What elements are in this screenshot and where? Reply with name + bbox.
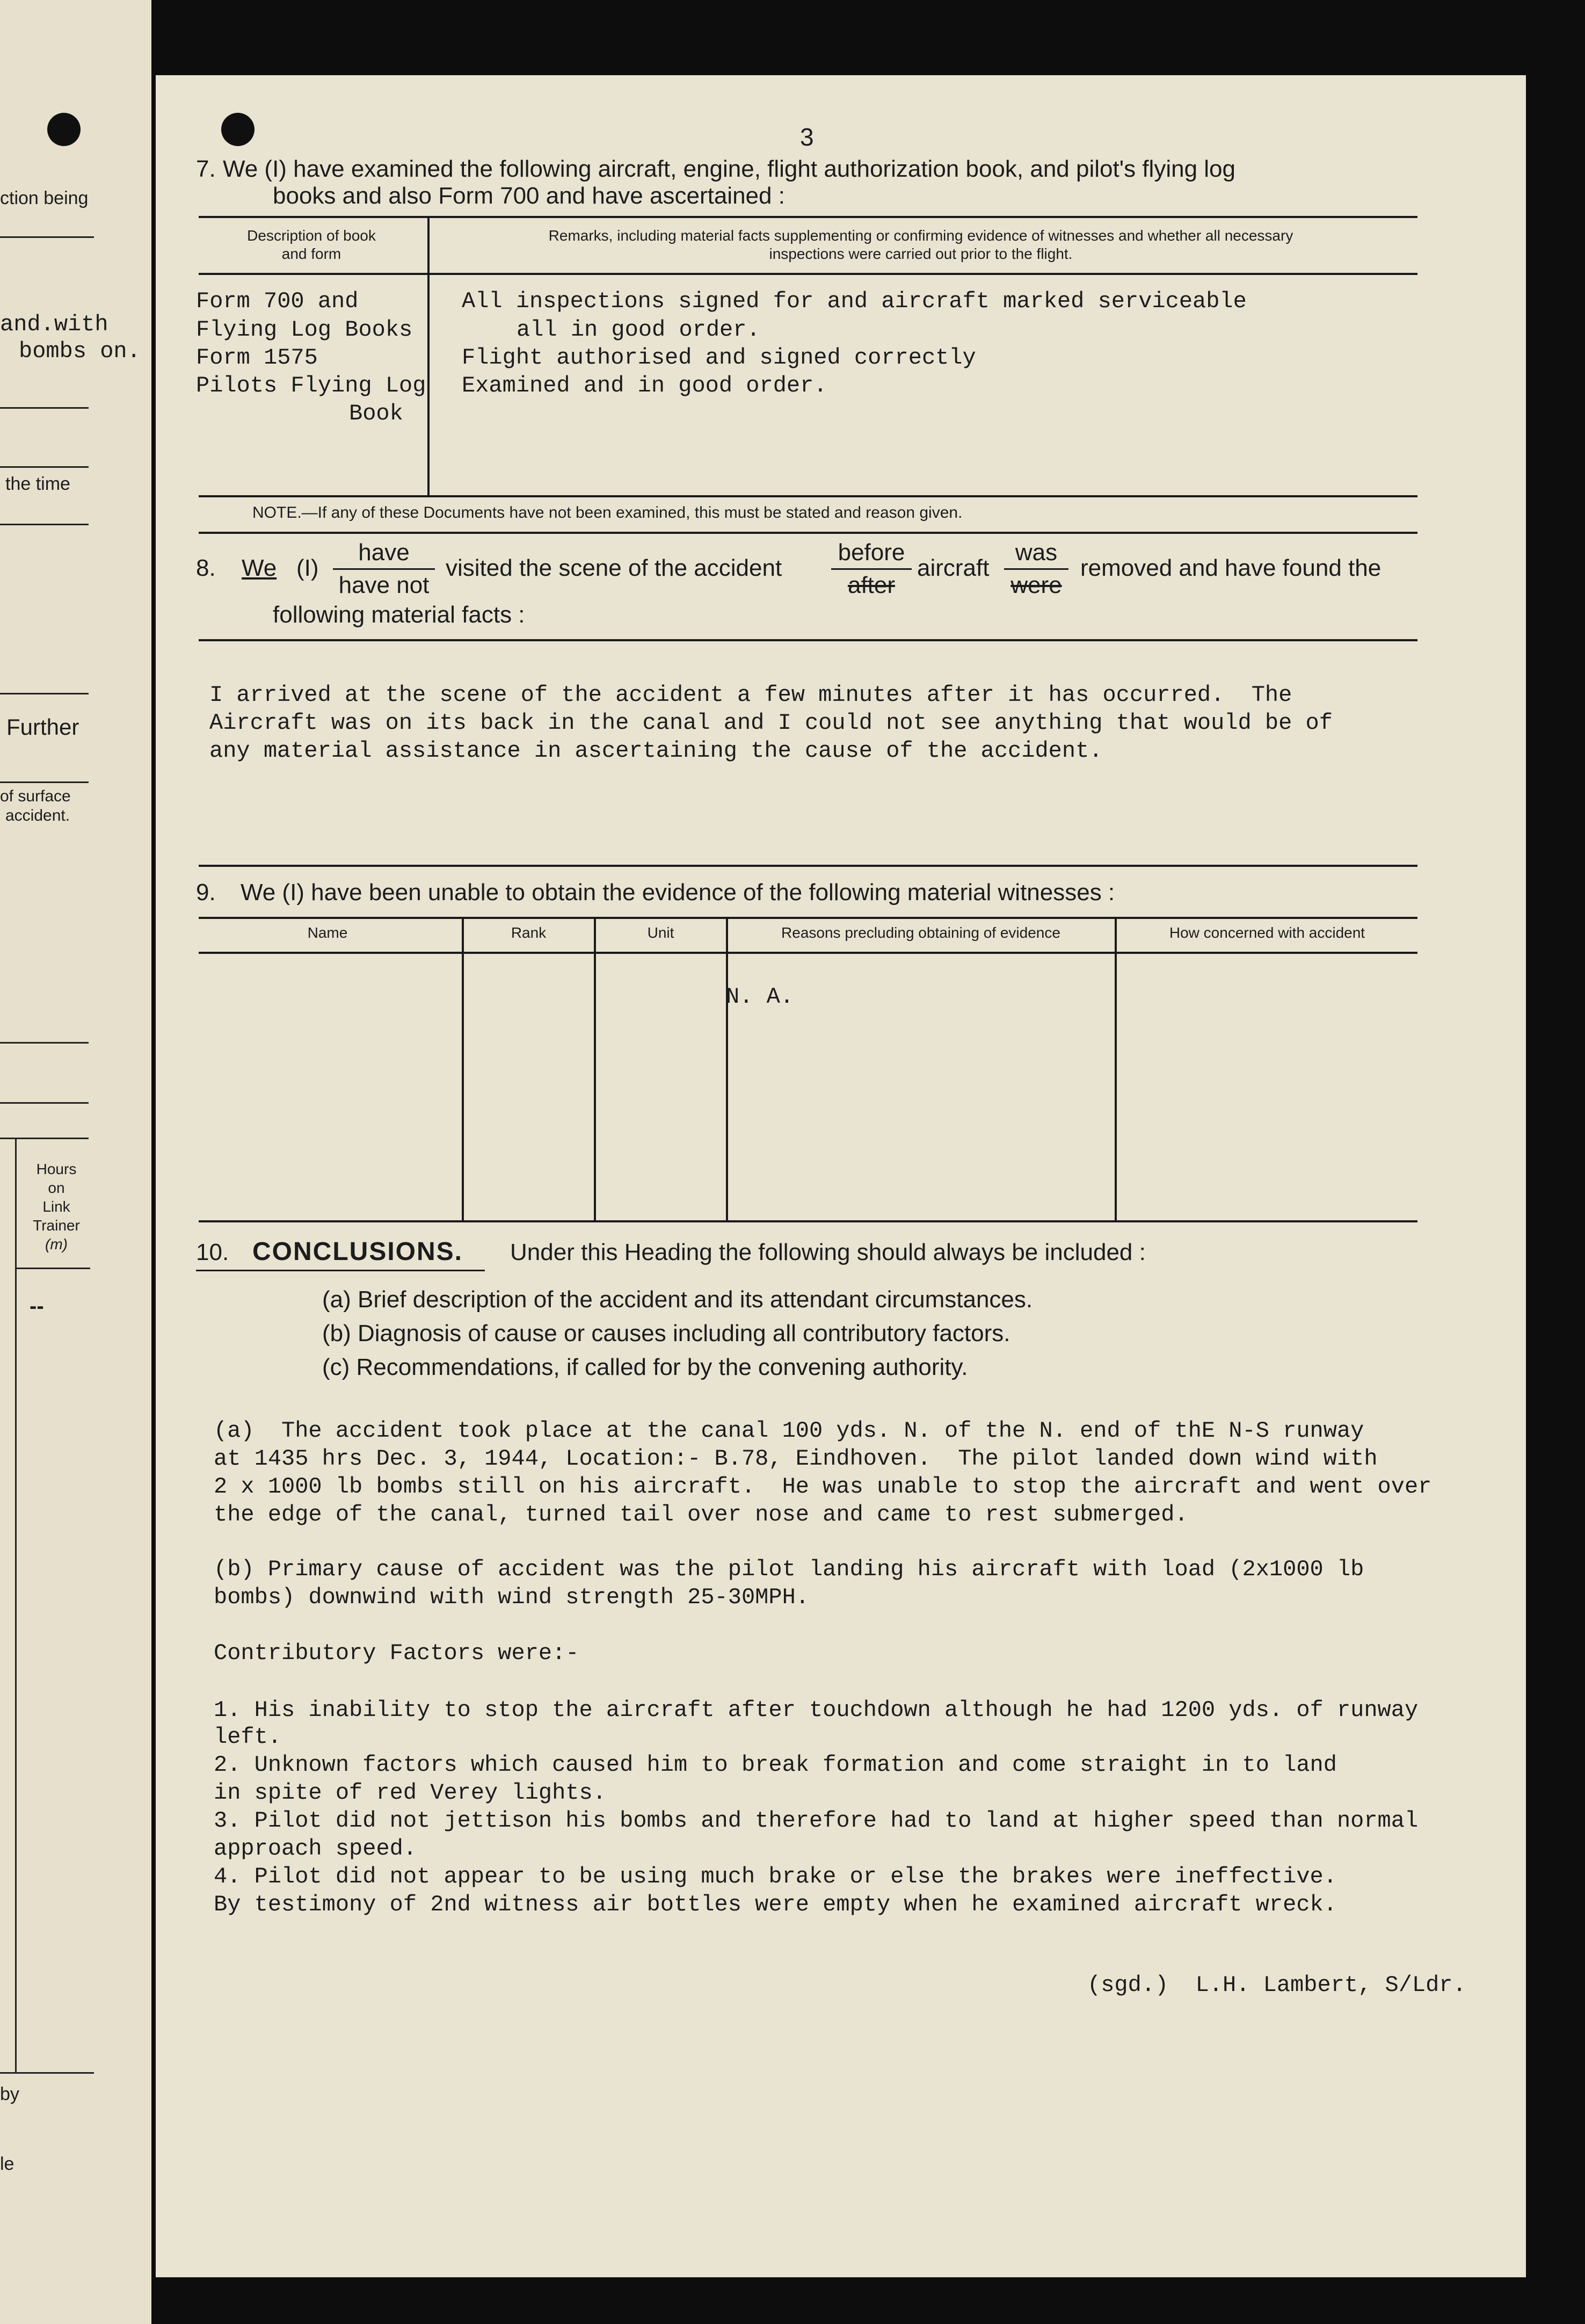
- left-rule: [0, 1138, 89, 1139]
- have-not-option: have not: [338, 572, 430, 598]
- conclusion-line: 2 x 1000 lb bombs still on his aircraft. He was unable to stop the aircraft and went over: [214, 1474, 1432, 1500]
- table-column-rule: [462, 917, 464, 1220]
- table-rule: [199, 1220, 1417, 1222]
- section-7-text: We (I) have examined the following aircraft, engine, flight authorization book, and pilot's flying log: [223, 156, 1235, 182]
- left-fragment: Trainer: [33, 1217, 80, 1234]
- left-fragment: bombs on.: [19, 338, 141, 364]
- conclusion-guideline: (b) Diagnosis of cause or causes including all contributory factors.: [322, 1320, 1010, 1346]
- conclusion-line: the edge of the canal, turned tail over nose and came to rest submerged.: [214, 1502, 1188, 1527]
- conclusion-line: approach speed.: [214, 1836, 417, 1862]
- section-rule: [199, 865, 1417, 867]
- page-number: 3: [800, 123, 814, 151]
- left-column-rule: [15, 1138, 17, 2072]
- remark-line: Flight authorised and signed correctly: [462, 345, 976, 371]
- remark-line: Examined and in good order.: [462, 373, 827, 399]
- before-fraction: [831, 539, 912, 599]
- left-rule: [0, 1102, 89, 1104]
- heading-underline: [196, 1270, 485, 1271]
- table-header: Rank: [511, 924, 547, 941]
- conclusion-line: at 1435 hrs Dec. 3, 1944, Location:- B.78, Eindhoven. The pilot landed down wind with: [214, 1446, 1378, 1472]
- left-fragment: --: [30, 1294, 44, 1318]
- table-rule: [199, 917, 1417, 919]
- reason-value: N. A.: [726, 984, 794, 1010]
- conclusion-line: 1. His inability to stop the aircraft after touchdown although he had 1200 yds. of runway: [214, 1697, 1419, 1723]
- conclusion-line: (b) Primary cause of accident was the pilot landing his aircraft with load (2x1000 lb: [214, 1556, 1364, 1582]
- conclusion-guideline: (a) Brief description of the accident and its attendant circumstances.: [322, 1286, 1033, 1313]
- table-rule: [199, 273, 1417, 275]
- book-name: Flying Log Books: [196, 317, 413, 343]
- table-header: Description of book and form: [247, 227, 376, 262]
- we-text: We: [242, 555, 277, 581]
- table-rule: [199, 532, 1417, 534]
- table-header: Name: [307, 924, 348, 941]
- section-number: 7.: [196, 156, 216, 182]
- fraction-bar: [333, 568, 435, 570]
- left-fragment: the time: [5, 474, 70, 494]
- left-fragment: Hours: [36, 1161, 77, 1177]
- fraction-bar: [1004, 568, 1068, 570]
- table-header: Remarks, including material facts supplementing or confirming evidence of witnesses and whether all necessary inspections were carried out prior to the flight.: [548, 227, 1293, 262]
- section-8-text: removed and have found the: [1080, 555, 1382, 581]
- table-column-rule: [1115, 917, 1117, 1220]
- left-rule: [15, 1268, 90, 1269]
- conclusion-line: left.: [214, 1724, 282, 1750]
- section-8-text: visited the scene of the accident: [446, 555, 782, 581]
- section-7-text: books and also Form 700 and have ascertained :: [273, 183, 785, 209]
- table-header: Reasons precluding obtaining of evidence: [781, 924, 1060, 941]
- conclusion-line: Contributory Factors were:-: [214, 1640, 579, 1666]
- left-fragment: Further: [6, 714, 79, 740]
- table-column-rule: [726, 917, 728, 1220]
- left-fragment: of surface: [0, 787, 71, 805]
- table-rule: [199, 952, 1417, 954]
- after-option: after: [847, 572, 896, 598]
- table-header: Unit: [647, 924, 674, 941]
- was-option: was: [1015, 539, 1058, 566]
- section-number: 10.: [196, 1239, 229, 1265]
- left-fragment: le: [0, 2154, 14, 2174]
- section-8-text: following material facts :: [273, 602, 525, 628]
- fact-line: Aircraft was on its back in the canal and I could not see anything that would be of: [209, 710, 1333, 736]
- left-rule: [0, 407, 89, 409]
- section-number: 8.: [196, 555, 216, 581]
- were-option: were: [1010, 572, 1062, 598]
- fact-line: any material assistance in ascertaining the cause of the accident.: [209, 738, 1103, 764]
- fraction-bar: [831, 568, 912, 570]
- left-fragment: by: [0, 2084, 19, 2104]
- left-rule: [0, 236, 94, 238]
- section-8-text: aircraft: [917, 555, 990, 581]
- table-header: How concerned with accident: [1169, 924, 1365, 941]
- left-rule: [0, 524, 89, 525]
- have-fraction: [333, 539, 435, 599]
- conclusion-guideline: (c) Recommendations, if called for by the convening authority.: [322, 1354, 968, 1380]
- remark-line: All inspections signed for and aircraft marked serviceable: [462, 288, 1247, 314]
- signature: (sgd.) L.H. Lambert, S/Ldr.: [1087, 1972, 1466, 1998]
- left-fragment: ction being: [0, 188, 89, 208]
- conclusion-line: 4. Pilot did not appear to be using much brake or else the brakes were ineffective.: [214, 1864, 1337, 1889]
- book-name: Form 1575: [196, 345, 318, 371]
- conclusion-line: 3. Pilot did not jettison his bombs and therefore had to land at higher speed than normal: [214, 1808, 1419, 1834]
- fact-line: I arrived at the scene of the accident a few minutes after it has occurred. The: [209, 682, 1292, 708]
- before-option: before: [838, 539, 905, 566]
- punch-hole: [47, 113, 81, 146]
- left-fragment: accident.: [5, 807, 70, 824]
- conclusion-line: By testimony of 2nd witness air bottles were empty when he examined aircraft wreck.: [214, 1892, 1337, 1917]
- report-page: [156, 75, 1526, 2277]
- conclusion-line: in spite of red Verey lights.: [214, 1780, 606, 1806]
- table-rule: [199, 216, 1417, 218]
- table-rule: [199, 495, 1417, 497]
- left-fragment: Link: [42, 1198, 70, 1215]
- book-name: Book: [349, 401, 403, 426]
- section-9-text: We (I) have been unable to obtain the evidence of the following material witnesses :: [241, 879, 1115, 906]
- left-page-fragment: [0, 0, 151, 2324]
- punch-hole: [221, 113, 255, 146]
- left-rule: [0, 1042, 89, 1044]
- table-column-rule: [594, 917, 596, 1220]
- left-fragment: on: [48, 1179, 65, 1196]
- i-text: (I): [296, 555, 319, 581]
- section-10-intro: Under this Heading the following should always be included :: [510, 1239, 1146, 1265]
- remark-line: all in good order.: [517, 317, 760, 343]
- was-fraction: [1004, 539, 1068, 599]
- left-rule: [0, 781, 89, 783]
- table-column-rule: [427, 216, 430, 495]
- have-option: have: [358, 539, 410, 566]
- conclusion-line: bombs) downwind with wind strength 25-30MPH.: [214, 1584, 809, 1610]
- left-fragment: (m): [45, 1236, 68, 1253]
- book-name: Form 700 and: [196, 288, 359, 314]
- conclusions-heading: CONCLUSIONS.: [252, 1237, 463, 1266]
- conclusion-line: (a) The accident took place at the canal 100 yds. N. of the N. end of thE N-S runway: [214, 1418, 1364, 1444]
- book-name: Pilots Flying Log: [196, 373, 426, 399]
- conclusion-line: 2. Unknown factors which caused him to break formation and come straight in to land: [214, 1752, 1337, 1778]
- left-rule: [0, 2072, 94, 2074]
- left-fragment: and.with: [0, 312, 108, 337]
- left-rule: [0, 466, 89, 468]
- section-number: 9.: [196, 879, 216, 906]
- left-rule: [0, 693, 89, 694]
- section-rule: [199, 639, 1417, 641]
- section-7-note: NOTE.—If any of these Documents have not been examined, this must be stated and reason given.: [252, 504, 963, 522]
